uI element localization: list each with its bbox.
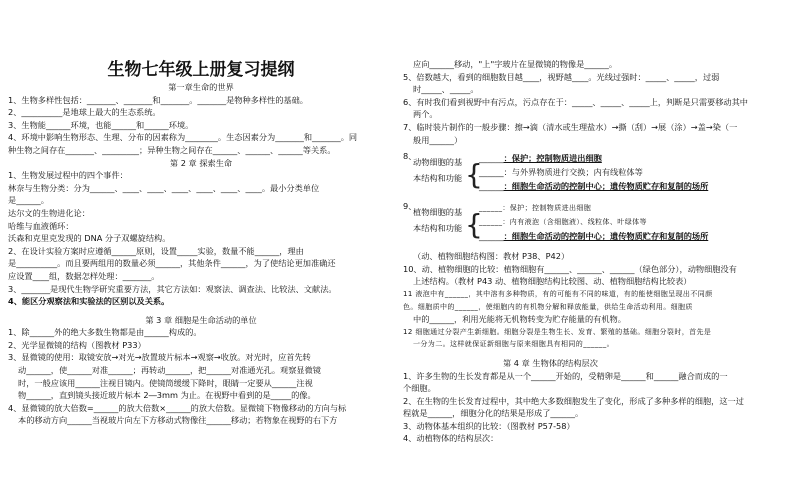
text-line: 2、在生物的生长发育过程中，其中绝大多数细胞发生了变化，形成了多种多样的细胞，这一过 — [403, 395, 744, 406]
text-line: 动______，使______对准______；再转动______，把______对准通光孔。观察显微镜 — [18, 365, 321, 376]
animal-cell-item-3: ：细胞生命活动的控制中心；遗传物质贮存和复制的场所 — [503, 181, 709, 192]
text-line: 是______。 — [8, 195, 49, 206]
brace-icon: { — [465, 158, 483, 192]
chapter-1-heading: 第一章生命的世界 — [168, 82, 234, 92]
text-line: 4、环境中影响生物形态、生理、分布的因素称为________。生态因素分为_______和_______。同 — [8, 132, 358, 143]
right-column — [403, 0, 787, 445]
text-line: 般用______） — [413, 134, 463, 145]
plant-cell-label-2: 本结构和功能 — [413, 223, 463, 234]
text-line: 中的______，利用光能将无机物转变为贮存能量的有机物。 — [413, 314, 626, 325]
item-number: 8、 — [403, 151, 417, 162]
plant-cell-label-1: 植物细胞的基 — [413, 207, 463, 218]
text-line: 时_____、_____。 — [413, 84, 479, 95]
text-line: 3、生物能______环境，也能______和______环境。 — [8, 119, 194, 130]
text-line: 2、__________是地球上最大的生态系统。 — [8, 107, 161, 118]
text-line: 1、许多生物的生长发育都是从一个______开始的，受精卵是______和______融合而成的一 — [403, 370, 728, 381]
text-line: 本的移动方向______当视玻片向左下方移动式物像往______移动；若物象在视野的右下方 — [18, 415, 338, 426]
text-line: 3、显微镜的使用：取镜安放→对光→放置玻片标本→观察→收放。对光时，应首先转 — [8, 352, 311, 363]
text-line: 3、_______是现代生物学研究重要方法，其它方法如：观察法、调查法、比较法、文献法。 — [8, 283, 337, 294]
animal-cell-item-2: ：与外界物质进行交换；内有线粒体等 — [503, 167, 643, 178]
text-line: 3、动物体基本组织的比较：（图教材 P57-58） — [403, 420, 575, 431]
animal-cell-item-1: ：保护；控制物质进出细胞 — [503, 153, 602, 164]
animal-cell-label-1: 动物细胞的基 — [413, 157, 463, 168]
text-line: 林奈与生物分类：分为______、____、____、____、____、____、____。最小分类单位 — [8, 182, 320, 193]
text-line: 11 液泡中有______，其中溶有多种物质，有的可能有不同的味道，有的能使细胞呈现出不同颜 — [403, 289, 713, 298]
chapter-3-heading: 第 3 章 细胞是生命活动的单位 — [145, 314, 257, 325]
plant-cell-item-3: ：细胞生命活动的控制中心；遗传物质贮存和复制的场所 — [503, 231, 709, 242]
text-line: 个细胞。 — [403, 383, 436, 394]
text-line: 上述结构。（教材 P43 动、植物细胞结构比较图、动、植物细胞结构比较表） — [413, 276, 692, 287]
text-line: 程就是______，细胞分化的结果是形成了______。 — [403, 408, 584, 419]
text-line: 12 细胞通过分裂产生新细胞。细胞分裂是生物生长、发育、繁殖的基础。细胞分裂时，首先是 — [403, 327, 712, 336]
animal-cell-label-2: 本结构和功能 — [413, 173, 463, 184]
text-line: 7、临时装片制作的一般步骤：擦→滴（清水或生理盐水）→撕（刮）→展（涂）→盖→染（一 — [403, 121, 738, 132]
text-line: 2、在设计实验方案时应遵循______原则，设置_____实验，数量不能______，理由 — [8, 245, 304, 256]
text-line: 应设置____组，数据怎样处理：_______。 — [8, 270, 160, 281]
text-line: 1、生物发展过程中的四个事件： — [8, 170, 128, 181]
text-line: 是__________。而且要两组用的数量必须______，其他条件______，为了使结论更加准确还 — [8, 258, 336, 269]
text-line: 2、光学显微镜的结构（图教材 P33） — [8, 339, 146, 350]
text-line: 应向______移动，"上"字玻片在显微镜的物像是______。 — [413, 59, 618, 69]
brace-icon: { — [465, 208, 483, 242]
text-line: 时，一般应该用______注视目镜内。使镜筒缓缓下降时，眼睛一定要从______注视 — [18, 377, 313, 388]
plant-cell-item-2: ：内有液泡（含细胞液）、线粒体、叶绿体等 — [502, 218, 647, 227]
text-line: 1、生物多样性包括：_______、_______和_______。_______是物种多样性的基础。 — [8, 94, 308, 105]
text-line: 1、除______外的绝大多数生物都是由______构成的。 — [8, 327, 202, 338]
text-line: 沃森和克里克发现的 DNA 分子双螺旋结构。 — [8, 233, 171, 244]
text-line: 4、动植物体的结构层次： — [403, 433, 499, 444]
text-line-bold: 4、能区分观察法和实验法的区别以及关系。 — [8, 296, 170, 307]
text-line: 物______，直到镜头接近玻片标本 2―3mm 为止。在视野中看到的是_____的像。 — [18, 390, 316, 401]
animal-cell-structure-block: 8、 动物细胞的基 本结构和功能 { ______：保护；控制物质进出细胞 ______：与外界物质进行交换；内有线粒体等 ______：细胞生命活动的控制中心；遗传物质贮存和复制的场所 — [403, 150, 787, 200]
page-title: 生物七年级上册复习提纲 — [107, 60, 295, 80]
left-column — [8, 0, 394, 427]
text-line: 6、有时我们看到视野中有污点，污点存在于：_____、_____、_____上，判断是只需要移动其中 — [403, 96, 748, 107]
chapter-2-heading: 第 2 章 探索生命 — [169, 157, 233, 168]
chapter-4-heading: 第 4 章 生物体的结构层次 — [503, 357, 598, 368]
text-line: 10、动、植物细胞的比较：植物细胞有______、______、______（绿色部分），动物细胞没有 — [403, 263, 737, 274]
text-line: 两个。 — [413, 109, 438, 120]
text-line: 一分为二。这样就保证新细胞与原来细胞具有相同的______。 — [413, 340, 614, 349]
text-line: 5、倍数越大，看到的细胞数目越____，视野越____。光线过强时：_____、_____，过弱 — [403, 71, 720, 82]
figure-note: （动、植物细胞结构图：教材 P38、P42） — [413, 251, 570, 262]
text-line: 色。细胞质中的______，使细胞内的有机物分解和释放能量，供给生命活动利用。细胞质 — [403, 302, 693, 311]
text-line: 种生物之间存在_______、_________；异种生物之间存在______、______、______等关系。 — [8, 144, 336, 155]
text-line: 4、显微镜的放大倍数=______的放大倍数×______的放大倍数。显微镜下物像移动的方向与标 — [8, 402, 347, 413]
item-number: 9、 — [403, 201, 417, 212]
plant-cell-item-1: ：保护；控制物质进出细胞 — [502, 204, 592, 213]
plant-cell-structure-block: 9、 植物细胞的基 本结构和功能 { ______：保护；控制物质进出细胞 ______：内有液泡（含细胞液）、线粒体、叶绿体等 ______：细胞生命活动的控制中心；遗传物质贮存和复制的场所 — [403, 200, 787, 250]
text-line: 达尔文的生物进化论： — [8, 207, 90, 218]
text-line: 哈维与血液循环： — [8, 220, 74, 231]
